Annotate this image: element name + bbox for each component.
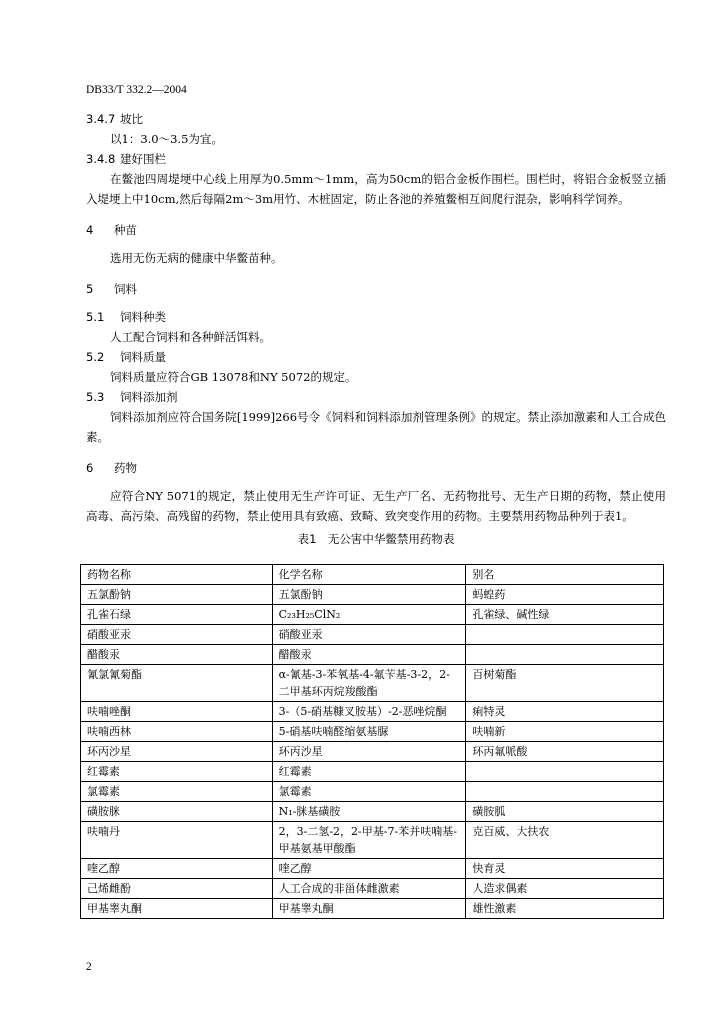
section-5-2-text: 饲料质量应符合GB 13078和NY 5072的规定。 bbox=[110, 370, 357, 384]
chemical-name-cell: 硝酸亚汞 bbox=[272, 625, 466, 645]
drug-name-cell: 红霉素 bbox=[81, 762, 273, 782]
chemical-name-cell: C₂₃H₂₅ClN₂ bbox=[272, 605, 466, 625]
table-row bbox=[81, 645, 664, 665]
section-title: 饲料添加剂 bbox=[120, 390, 178, 404]
table-row bbox=[81, 802, 664, 822]
drug-name-cell: 甲基睾丸酮 bbox=[81, 899, 273, 919]
drug-name-cell: 磺胺脒 bbox=[81, 802, 273, 822]
chemical-name-cell: 五氯酚钠 bbox=[272, 585, 466, 605]
table-row bbox=[81, 879, 664, 899]
alias-cell bbox=[466, 625, 664, 645]
alias-cell: 环丙氟哌酸 bbox=[466, 742, 664, 762]
chemical-name-cell: 2，3-二氢-2，2-甲基-7-苯并呋喃基-甲基氨基甲酸酯 bbox=[272, 822, 466, 859]
table-row bbox=[81, 762, 664, 782]
alias-cell: 人造求偶素 bbox=[466, 879, 664, 899]
alias-cell: 孔雀绿、碱性绿 bbox=[466, 605, 664, 625]
chemical-name-cell: 红霉素 bbox=[272, 762, 466, 782]
alias-cell: 雄性激素 bbox=[466, 899, 664, 919]
section-title: 饲料质量 bbox=[120, 350, 166, 364]
section-4-text: 选用无伤无病的健康中华鳖苗种。 bbox=[110, 251, 283, 265]
table-row bbox=[81, 625, 664, 645]
section-3-4-8-text: 在鳖池四周堤埂中心线上用厚为0.5mm～1mm，高为50cm的铝合金板作围栏。围栏时，将铝合金板竖立插入堤埂上中10cm,然后每隔2m～3m用竹、木桩固定，防止各池的养殖鳖相互间爬行混杂，影响科学饲养。 bbox=[86, 172, 666, 206]
table-header-row bbox=[81, 565, 664, 585]
alias-cell: 百树菊酯 bbox=[466, 665, 664, 702]
drug-name-cell: 呋喃唑酮 bbox=[81, 702, 273, 722]
section-number: 3.4.8 bbox=[86, 152, 116, 166]
header-cell: 化学名称 bbox=[272, 565, 466, 585]
header-cell: 药物名称 bbox=[81, 565, 273, 585]
table-row bbox=[81, 605, 664, 625]
alias-cell bbox=[466, 645, 664, 665]
table-row bbox=[81, 859, 664, 879]
section-number: 5.1 bbox=[86, 310, 105, 324]
table-row bbox=[81, 822, 664, 859]
table-title: 表1 无公害中华鳖禁用药物表 bbox=[297, 532, 455, 546]
chemical-name-cell: 3-（5-硝基糠叉胺基）-2-恶唑烷酮 bbox=[272, 702, 466, 722]
section-3-4-8-heading bbox=[86, 149, 666, 169]
section-5-1-heading bbox=[86, 307, 666, 327]
section-6-heading bbox=[86, 458, 666, 478]
table-row bbox=[81, 899, 664, 919]
section-3-4-7-text: 以1：3.0～3.5为宜。 bbox=[110, 132, 223, 146]
section-4-heading bbox=[86, 220, 666, 240]
document-body bbox=[86, 109, 666, 547]
table-row bbox=[81, 722, 664, 742]
drug-name-cell: 环丙沙星 bbox=[81, 742, 273, 762]
page-number: 2 bbox=[86, 961, 92, 973]
section-5-1-text: 人工配合饲料和各种鲜活饵料。 bbox=[110, 330, 271, 344]
section-3-4-7-heading bbox=[86, 109, 666, 129]
chemical-name-cell: 5-硝基呋喃醛缩氨基脲 bbox=[272, 722, 466, 742]
alias-cell: 痢特灵 bbox=[466, 702, 664, 722]
chemical-name-cell: 氯霉素 bbox=[272, 782, 466, 802]
alias-cell: 呋喃新 bbox=[466, 722, 664, 742]
alias-cell: 快育灵 bbox=[466, 859, 664, 879]
chemical-name-cell: 喹乙醇 bbox=[272, 859, 466, 879]
section-title: 饲料种类 bbox=[120, 310, 166, 324]
chemical-name-cell: 环丙沙星 bbox=[272, 742, 466, 762]
alias-cell bbox=[466, 782, 664, 802]
section-title: 建好围栏 bbox=[120, 152, 166, 166]
table-row bbox=[81, 702, 664, 722]
chemical-name-cell: α-氰基-3-苯氧基-4-氟苄基-3-2，2-二甲基环丙烷羧酸酯 bbox=[272, 665, 466, 702]
alias-cell bbox=[466, 762, 664, 782]
table-row bbox=[81, 742, 664, 762]
header-cell: 别名 bbox=[466, 565, 664, 585]
drug-name-cell: 氰氯氰菊酯 bbox=[81, 665, 273, 702]
section-number: 6 bbox=[86, 461, 94, 475]
drug-name-cell: 孔雀石绿 bbox=[81, 605, 273, 625]
drug-name-cell: 氯霉素 bbox=[81, 782, 273, 802]
section-number: 3.4.7 bbox=[86, 112, 116, 126]
section-6-text: 应符合NY 5071的规定，禁止使用无生产许可证、无生产厂名、无药物批号、无生产日期的药物，禁止使用高毒、高污染、高残留的药物，禁止使用具有致癌、致畸、致突变作用的药物。主要禁用药物品种列于表1。 bbox=[86, 489, 666, 523]
drug-name-cell: 呋喃西林 bbox=[81, 722, 273, 742]
drug-name-cell: 呋喃丹 bbox=[81, 822, 273, 859]
section-number: 5.3 bbox=[86, 390, 105, 404]
chemical-name-cell: 醋酸汞 bbox=[272, 645, 466, 665]
drug-name-cell: 喹乙醇 bbox=[81, 859, 273, 879]
chemical-name-cell: N₁-脒基磺胺 bbox=[272, 802, 466, 822]
section-title: 药物 bbox=[114, 461, 137, 475]
banned-drugs-table bbox=[80, 564, 664, 919]
chemical-name-cell: 甲基睾丸酮 bbox=[272, 899, 466, 919]
drug-name-cell: 硝酸亚汞 bbox=[81, 625, 273, 645]
section-5-2-heading bbox=[86, 347, 666, 367]
section-5-3-heading bbox=[86, 387, 666, 407]
document-id: DB33/T 332.2—2004 bbox=[86, 84, 187, 96]
section-number: 5 bbox=[86, 282, 94, 296]
section-number: 4 bbox=[86, 223, 94, 237]
alias-cell: 蚂蝗药 bbox=[466, 585, 664, 605]
table-row bbox=[81, 585, 664, 605]
alias-cell: 克百威、大扶农 bbox=[466, 822, 664, 859]
section-title: 饲料 bbox=[114, 282, 137, 296]
drug-name-cell: 五氯酚钠 bbox=[81, 585, 273, 605]
chemical-name-cell: 人工合成的非甾体雌激素 bbox=[272, 879, 466, 899]
drug-name-cell: 己烯雌酚 bbox=[81, 879, 273, 899]
section-5-heading bbox=[86, 279, 666, 299]
section-title: 坡比 bbox=[120, 112, 143, 126]
drug-name-cell: 醋酸汞 bbox=[81, 645, 273, 665]
alias-cell: 磺胺胍 bbox=[466, 802, 664, 822]
table-row bbox=[81, 665, 664, 702]
section-5-3-text: 饲料添加剂应符合国务院[1999]266号令《饲料和饲料添加剂管理条例》的规定。禁止添加激素和人工合成色素。 bbox=[86, 410, 666, 444]
section-title: 种苗 bbox=[114, 223, 137, 237]
table-row bbox=[81, 782, 664, 802]
section-number: 5.2 bbox=[86, 350, 105, 364]
